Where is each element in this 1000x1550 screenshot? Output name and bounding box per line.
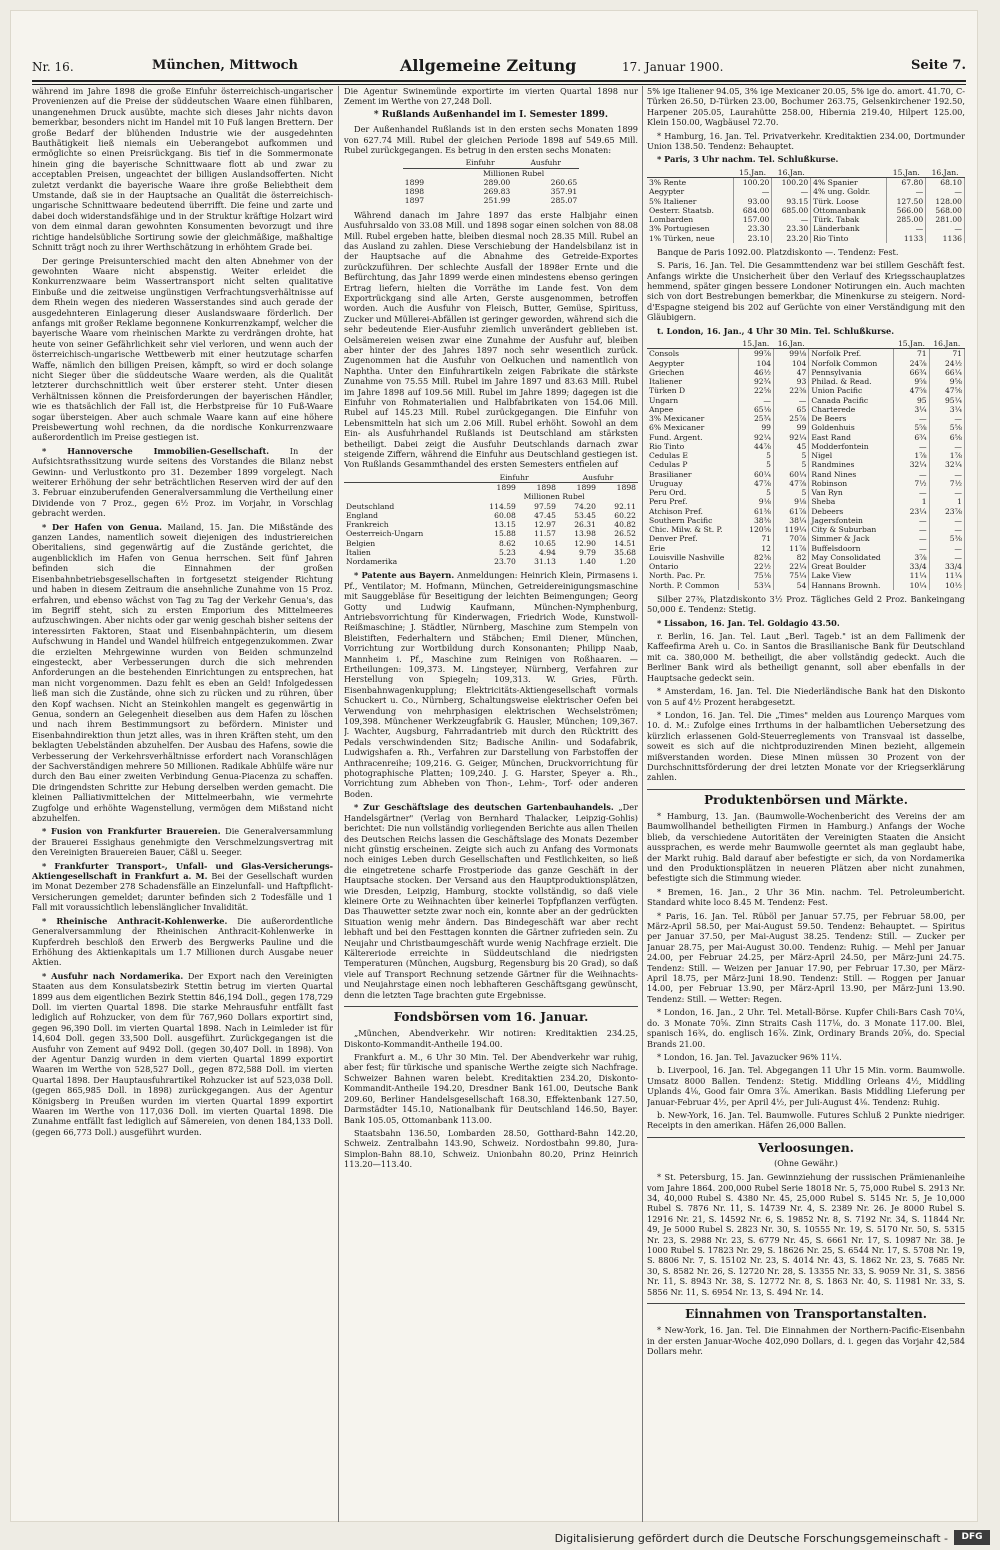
table-header: Ausfuhr <box>512 158 579 168</box>
article-heading: * Rußlands Außenhandel im I. Semester 1899. <box>373 109 609 120</box>
table-row: Frankreich 13.15 12.97 26.31 40.82 <box>346 520 636 530</box>
table-row: Anpee 65⅛ 65 Charterede 3¼ 3¼ <box>647 405 965 414</box>
article-paragraph: 5% ige Italiener 94.05, 3% ige Mexicaner 20.05, 5% ige do. amort. 41.70, C-Türken 26.50, D-Türken 23.00, Bochumer 263.75, Gelsenkirchener 192.50, Harpener 205.05, Laurahütte 258.00, Hibernia 219.40, Hilpert 125.00, Klein 150.00, Wagbäusel 72.70. <box>647 86 965 128</box>
article-paragraph: b. New-York, 16. Jan. Tel. Baumwolle. Futures Schluß 2 Punkte niedriger. Receipts in den amerikan. Häfen 26,000 Ballen. <box>647 1109 965 1131</box>
article-paragraph: * Hamburg, 13. Jan. (Baumwolle-Wochenbericht des Vereins der am Baumwollhandel betheiligten Firmen in Hamburg.) Anfangs der Woche blieb, da verschiedene Autoritäten der Vereinigten Staaten die Ansicht aussprachen, es werde mehr Baumwolle geerntet als man geglaubt habe, der Markt ruhig. Bald darauf aber befestigte er sich, da von Nordamerika und den Produktionsplätzen in neueren Plätzen aber nicht zunahmen, befestigte sich die Stimmung wieder. <box>647 810 965 884</box>
column-divider <box>642 86 643 1522</box>
article-paragraph: „Der Handelsgärtner" (Verlag von Bernhard Thalacker, Leipzig-Gohlis) berichtet: Die nun vollständig vorliegenden Berichte aus allen Theilen des Deutschen Reichs lassen die Geschäftslage des Monats Dezember nicht günstig erscheinen. Zeigte sich auch zu Anfang des Vormonats noch einiges Leben durch Gesellschaften und Festlichkeiten, so ließ die eingetretene scharfe Frostperiode das ganze Geschäft in der Hauptsache stocken. Der Versand aus den Hauptproduktionsplätzen, wie Dresden, Leipzig, Hamburg, stockte vollständig, so daß viele kleinere Orte zu Weihnachten über keinerlei Topfpflanzen verfügten. Das Thauwetter setzte zwar noch ein, konnte aber an der gedrückten Situation wenig mehr ändern. Das Bindegeschäft war aber recht lebhaft und bei den Festtagen konnten die Gärtner zufrieden sein. Zu Neujahr und Christbaumgeschäft wurde wenig Nachfrage erzielt. Die Kältereriode erreichte in Süddeutschland die niedrigsten Temperaturen (München, Augsburg, Regensburg bis 20 Grad), so daß viele auf Transport Rechnung setzende Gärtner für die Weihnachts- und Neujahrstage einen noch lebhafteren Geschäftsgang gewünscht, denn die letzten Tage brachten gute Ergebnisse. <box>344 802 638 1000</box>
article-paragraph: * London, 16. Jan., 2 Uhr. Tel. Metall-Börse. Kupfer Chili-Bars Cash 70¼, do. 3 Monate 70⅝. Zinn Straits Cash 117⅛, do. 3 Monate 117.00. Blei, spanisch 16¾, do. englisch 16⅞. Zink, Ordinary Brands 20⅝, do. Special Brands 21.00. <box>647 1007 965 1049</box>
table-row: Aegypter 104 104 Norfolk Common 24⅞ 24½ <box>647 359 965 368</box>
table-row: 3% Mexicaner 25¾ 25⅞ De Beers — — <box>647 414 965 423</box>
table-row: 3% Portugiesen 23.30 23.30 Länderbank — — <box>647 224 965 233</box>
place-day: München, Mittwoch <box>152 58 299 73</box>
table-row: 1% Türken, neue 23.10 23.20 Rio Tinto 1133 1136 <box>647 234 965 243</box>
masthead-rule <box>32 80 966 85</box>
table-row: Southern Pacific 38⅜ 38¼ Jagersfontein — — <box>647 516 965 525</box>
article-paragraph: * New-York, 16. Jan. Tel. Die Einnahmen der Northern-Pacific-Eisenbahn in der ersten Januar-Woche 402,090 Dollars, d. i. gegen das Vorjahr 42,584 Dollars mehr. <box>647 1325 965 1357</box>
table-row: England 60.08 47.45 53.45 60.22 <box>346 510 636 520</box>
article-heading: * Hannoversche Immobilien-Gesellschaft. <box>42 445 270 456</box>
russia-trade-table <box>403 158 579 205</box>
table-row: Deutschland 114.59 97.59 74.20 92.11 <box>346 501 636 511</box>
table-row: Nordamerika 23.70 31.13 1.40 1.20 <box>346 557 636 567</box>
table-row: Belgien 8.62 10.65 12.90 14.51 <box>346 538 636 548</box>
footer-credit: Digitalisierung gefördert durch die Deutsche Forschungsgemeinschaft - <box>554 1532 948 1545</box>
article-paragraph: b. Liverpool, 16. Jan. Tel. Abgegangen 11 Uhr 15 Min. vorm. Baumwolle. Umsatz 8000 Ballen. Tendenz: Stetig. Middling Orleans 4½, Middling Uplands 4⅛, Good fair Omra 3⅞. Amerikan. Basis Middling Lieferung per Januar-Februar 4½, per April 4½, per Juli-August 4⅛. Tendenz: Ruhig. <box>647 1065 965 1107</box>
article-paragraph: In der Aufsichtsrathssitzung wurde seitens des Vorstandes die Bilanz nebst Gewinn- und Verlustkonto pro 31. Dezember 1899 vorgelegt. Nach weiterer Erhöhung der sehr beträchtlichen Reserven wird der auf den 3. Februar einzuberufenden Generalversammlung die Vertheilung einer Dividende von 7 Proz., gegen 6½ Proz. im Vorjahr, in Vorschlag gebracht werden. <box>32 445 333 519</box>
table-row: 3% Rente 100.20 100.20 4% Spanier 67.80 68.10 <box>647 178 965 188</box>
article-heading: * Paris, 3 Uhr nachm. Tel. Schlußkurse. <box>657 154 839 165</box>
table-row: Aegypter — — 4% ung. Goldr. — — <box>647 187 965 196</box>
table-header: Einfuhr <box>448 158 512 168</box>
table-row: 1897 251.99 285.07 <box>404 196 578 206</box>
page-number: Seite 7. <box>911 58 966 73</box>
article-heading: * Fusion von Frankfurter Brauereien. <box>42 826 221 837</box>
table-row: Uruguay 47⅞ 47⅞ Robinson 7½ 7½ <box>647 479 965 488</box>
table-row: Italien 5.23 4.94 9.79 35.68 <box>346 547 636 557</box>
column-2 <box>344 86 638 1173</box>
article-paragraph: * Paris, 16. Jan. Tel. Rüböl per Januar 57.75, per Februar 58.00, per März-April 58.50, per Mai-August 59.50. Tendenz: Behauptet. — Spiritus per Januar 37.50, per Mai-August 38.25. Tendenz: Still. — Zucker per Januar 28.75, per Mai-August 30.00. Tendenz: Ruhig. — Mehl per Januar 24.00, per Februar 24.25, per März-April 24.50, per März-Juni 24.75. Tendenz: Still. — Weizen per Januar 17.90, per Februar 17.30, per März-April 18.75, per März-Juni 18.90. Tendenz: Still. — Roggen per Januar 14.00, per Februar 13.90, per März-April 13.90, per März-Juni 13.90. Tendenz: Still. — Wetter: Regen. <box>647 910 965 1004</box>
table-row: 1899 289.00 260.65 <box>404 177 578 187</box>
table-row: Chic. Milw. & St. P. 120⅝ 119¼ City & Suburban — — <box>647 525 965 534</box>
article-heading: * Lissabon, 16. Jan. Tel. Goldagio 43.50. <box>657 617 840 628</box>
article-paragraph: Der Außenhandel Rußlands ist in den ersten sechs Monaten 1899 von 627.74 Mill. Rubel der gleichen Periode 1898 auf 549.65 Mill. Rubel zurückgegangen. Es betrug in den ersten sechs Monaten: <box>344 124 638 156</box>
article-paragraph: r. Berlin, 16. Jan. Tel. Laut „Berl. Tageb." ist an dem Fallimenk der Kaffeefirma Areh u. Co. in Santos die Brasilianische Bank für Deutschland mit ca. 380,000 M. betheiligt, die aber vollständig gedeckt. Auch die Berliner Bank wird als betheiligt genannt, soll aber ebenfalls in der Hauptsache gedeckt sein. <box>647 631 965 683</box>
article-heading: t. London, 16. Jan., 4 Uhr 30 Min. Tel. Schlußkurse. <box>657 325 895 336</box>
article-paragraph: Mailand, 15. Jan. Die Mißstände des ganzen Landes, namentlich soweit diejenigen des industriereichen Oberitaliens, sind gegenwärtig auf die Zustände gerichtet, die augenblicklich im Hafen von Genua herrschen. Seit fünf Jahren befinden sich die Einnahmen der großen Eisenbahnbetriebsgesellschaften in fortgesetzt steigender Richtung und haben in diesem Zeitraum die ansehnliche Zunahme von 15 Proz. erfahren, und ebenso wächst von Tag zu Tag der Verkehr Genua's, das im Begriff steht, sich zu ersten Emporium des Mittelmeeres aufzuschwingen. Aber nichts oder gar wenig geschah bisher seitens der interessirten Faktoren, Staat und Eisenbahnpächterin, um diesem Aufschwung in Handel und Wandel hülfreich entgegenzukommen. Zwar die erzielten Mehrgewinne wurden von Beiden schmunzelnd eingesteckt, aber Verbesserungen durch die sich mehrenden Anforderungen an die bestehenden Einrichtungen zu entsprechen, hat man nicht vorgenommen. Dazu fehlt es eben an Geld! Infolgedessen ließ man sich die Zustände, ohne sich zu rücken und zu rühren, über den Kopf wachsen. Nicht an Steinkohlen mangelt es gegenwärtig in Genua, sondern an Gelegenheit dieselben aus dem Hafen zu löschen und nach ihrem Bestimmungsort zu befördern. Minister und Eisenbahndirektion thun jetzt alles, was in ihren Kräften steht, um den beklagten Uebelständen abzuhelfen. Der Ausbau des Hafens, sowie die Verbesserung der Verkehrsverhältnisse erfordert nach Voranschlägen der Sachverständigen mehrere 50 Millionen. Radikale Abhülfe wäre nur durch den Bau einer zweiten Verbindung Genua-Piacenza zu schaffen. Die dringendsten Schritte zur Hebung derselben werden gemacht. Die kleinen Palliativmittelchen der Mittelmeerbahn, wie vermehrte Zugfolge und erhöhte Wagenstellung, vermögen dem Mißstand nicht abzuhelfen. <box>32 521 333 824</box>
section-heading-fondsboersen: Fondsbörsen vom 16. Januar. <box>344 1006 638 1025</box>
article-heading: * Zur Geschäftslage des deutschen Gartenbauhandels. <box>354 802 614 813</box>
column-divider <box>338 86 339 1522</box>
article-paragraph: * Amsterdam, 16. Jan. Tel. Die Niederländische Bank hat den Diskonto von 5 auf 4½ Prozent herabgesetzt. <box>647 686 965 707</box>
table-row: 6% Mexicaner 99 99 Goldenhuis 5⅝ 5⅝ <box>647 423 965 432</box>
table-row: Oesterr. Staatsb. 684.00 685.00 Ottomanbank 566.00 568.00 <box>647 206 965 215</box>
article-paragraph: Bei der Gesellschaft wurden im Monat Dezember 278 Schadensfälle an Einzelunfall- und Haftpflicht-Versicherungen gemeldet; darunter befinden sich 2 Todesfälle und 1 Fall mit voraussichtlich lebenslänglicher Invalidität. <box>32 871 333 913</box>
table-row: Peru Pref. 9⅛ 9⅛ Sheba 1 1 <box>647 497 965 506</box>
table-row: Consols 99⅞ 99⅛ Norfolk Pref. 71 71 <box>647 349 965 359</box>
table-row: Oesterreich-Ungarn 15.88 11.57 13.98 26.52 <box>346 529 636 539</box>
issue-number: Nr. 16. <box>32 60 74 74</box>
masthead <box>32 56 966 78</box>
article-paragraph: Frankfurt a. M., 6 Uhr 30 Min. Tel. Der Abendverkehr war ruhig, aber fest; für türkische und spanische Werthe zeigte sich Nachfrage. Schweizer Bahnen waren belebt. Kreditaktien 234.20, Diskonto-Kommandit-Antheile 194.20, Dresdner Bank 161.00, Deutsche Bank 209.60, Berliner Handelsgesellschaft 168.30, Effektenbank 127.50, Darmstädter 145.10, Nationalbank für Deutschland 146.50, Bayer. Bank 105.05, Ottomanbank 113.00. <box>344 1052 638 1125</box>
article-paragraph: während im Jahre 1898 die große Einfuhr österreichisch-ungarischer Provenienzen auf die Preise der süddeutschen Waare einen fühlbaren, unangenehmen Druck ausübte, machte sich dieses Jahr nichts davon bemerkbar, besonders nicht im Handel mit 10 Fuß langen Brettern. Der große Bedarf der blühenden Industrie wie der ausgedehnten Bauthätigkeit ließ niemals ein Ueberangebot aufkommen und ermöglichte so einen Preisrückgang. Bis tief in die Sommermonate hinein ging die bayerische Schnittwaare flott ab und zwar zu acceptablen Preisen, ungeachtet der billigen Auslandsofferten. Nicht zuletzt verdankt die bayerische Waare ihre große Beliebtheit dem Umstande, daß sie in der Hauptsache an Qualität die österreichisch-ungarische Schnittwaare bedeutend überrifft. Die feine und zarte und dabei doch widerstandsfähige und in der Struktur kräftige Holzart wird von dem einmal daran gewohnten Konsumenten bevorzugt und ihre richtige handelsübliche Sortirung sowie der gleichmäßige, maßhaltige Schnitt trägt noch zu ihrer Werthschätzung in erhöhtem Grade bei. <box>32 86 333 253</box>
article-paragraph: * St. Petersburg, 15. Jan. Gewinnziehung der russischen Prämienanleihe vom Jahre 1864. 200,000 Rubel Serie 18018 Nr. 5, 75,000 Rubel S. 2913 Nr. 34, 40,000 Rubel S. 4380 Nr. 45, 25,000 Rubel S. 5145 Nr. 5, Je 10,000 Rubel S. 7876 Nr. 11, S. 14739 Nr. 4, S. 2389 Nr. 26. Je 8000 Rubel S. 12916 Nr. 21, S. 14592 Nr. 6, S. 19852 Nr. 8, S. 7192 Nr. 34, S. 11844 Nr. 49, Je 5000 Rubel S. 2823 Nr. 30, S. 10555 Nr. 19, S. 5170 Nr. 50, S. 5315 Nr. 23, S. 2988 Nr. 23, S. 6779 Nr. 45, S. 6661 Nr. 17, S. 10987 Nr. 38. Je 1000 Rubel S. 17823 Nr. 29, S. 18626 Nr. 25, S. 6544 Nr. 17, S. 5708 Nr. 19, S. 8806 Nr. 7, S. 15102 Nr. 23, S. 4014 Nr. 43, S. 1862 Nr. 23, S. 7685 Nr. 30, S. 8582 Nr. 26, S. 12720 Nr. 28, S. 13355 Nr. 33, S. 9059 Nr. 31, S. 3856 Nr. 11, S. 8943 Nr. 38, S. 12772 Nr. 8, S. 1863 Nr. 40, S. 11981 Nr. 33, S. 5856 Nr. 11, S. 6954 Nr. 13, S. 494 Nr. 14. <box>647 1172 965 1297</box>
table-row: 1898 269.83 357.91 <box>404 187 578 197</box>
table-row: Türken D 22⅝ 22⅜ Union Pacific 47⅝ 47⅝ <box>647 386 965 395</box>
table-header <box>403 158 448 168</box>
table-row: Atchison Pref. 61⅜ 61⅞ Debeers 23¼ 23⅞ <box>647 507 965 516</box>
section-heading-produktenboersen: Produktenbörsen und Märkte. <box>647 789 965 808</box>
article-paragraph: Der Export nach den Vereinigten Staaten aus dem Konsulatsbezirk Stettin betrug im vierten Quartal 1899 aus dem eigentlichen Bezirk Stettin 846,194 Doll., gegen 178,729 Doll. im vierten Quartal 1898. Die starke Mehrausfuhr entfällt fast lediglich auf Rohzucker, von dem für 767,960 Dollars exportirt sind, gegen 96,390 Doll. im vierten Quartal 1898. Nach in Leimleder ist für 14,604 Doll. gegen 33,500 Doll. ausgeführt. Zurückgegangen ist die Ausfuhr von Zement auf 9492 Doll. (gegen 30,407 Doll. in 1898). Von der Agentur Danzig wurden in dem vierten Quartal 1899 exportirt Waaren im Werthe von 528,527 Doll., gegen 872,588 Doll. im vierten Quartal 1898. Der Hauptausfuhrartikel Rohzucker ist auf 523,038 Doll. (gegen 865,985 Doll. in 1898) zurückgegangen. Aus der Agentur Königsberg in Preußen wurden im vierten Quartal 1899 exportirt Waaren im Werthe von 117,036 Doll. im vierten Quartal 1898. Die Zunahme entfällt fast lediglich auf Sämereien, von denen 184,133 Doll. (gegen 66,773 Doll.) ausgeführt wurden. <box>32 970 333 1137</box>
newspaper-page <box>10 10 978 1522</box>
table-row: Peru Ord. 5 5 Van Ryn — — <box>647 488 965 497</box>
table-row: 5% Italiener 93.00 93.15 Türk. Loose 127.50 128.00 <box>647 197 965 206</box>
paris-quotes-table: 15.Jan. 16.Jan. 15.Jan. 16.Jan. 3% Rente 100.20 100.20 4% Spanier 67.80 68.10 Aegypter — — 4% ung. Goldr. — — 5% Italiener 93.00 93.15 Türk. Loose 127.50 128.00 Oesterr. Staatsb. 684.00 685.00 Ottomanbank 566.00 568.00 Lombarden 157.00 — Türk. Tabak 285.00 281.00 3% Portugiesen 23.30 23.30 Länderbank — — 1% Türken, neue 23.10 23.20 Rio Tinto 1133 1136 <box>647 168 965 243</box>
table-row: North. P. Common 53¼ 54 Hannans Brownh. 10¼ 10½ <box>647 581 965 590</box>
article-paragraph: „München, Abendverkehr. Wir notiren: Kreditaktien 234.25, Diskonto-Kommandit-Antheile 194.00. <box>344 1028 638 1049</box>
table-row: Ontario 22½ 22¼ Great Boulder 33/4 33/4 <box>647 562 965 571</box>
column-1 <box>32 86 333 1140</box>
article-paragraph: Die Generalversammlung der Brauerei Essighaus genehmigte den Verschmelzungsvertrag mit den Vereinigten Brauereien Bauer, Cäßl u. Seeger. <box>32 826 333 858</box>
issue-date: 17. Januar 1900. <box>622 60 724 74</box>
table-row: Denver Pref. 71 70⅞ Simmer & Jack — 5⅜ <box>647 534 965 543</box>
table-row: Cedulas P 5 5 Randmines 32¼ 32¼ <box>647 460 965 469</box>
article-heading: * Patente aus Bayern. <box>354 570 455 581</box>
article-paragraph: Während danach im Jahre 1897 das erste Halbjahr einen Ausfuhrsaldo von 33.08 Mill. und 1898 sogar einen solchen von 88.08 Mill. Rubel ergeben hatte, bleiben diesmal noch 28.35 Mill. Rubel an das Ausland zu zahlen. Diese Verschiebung der Handelsbilanz ist in der Hauptsache auf die Abnahme des Getreide-Exportes zurückzuführen. Der schlechte Ausfall der 1898er Ernte und die Befürchtung, das Jahr 1899 werde einen mindestens ebenso geringen Ertrag liefern, hielten die Vorräthe im Lande fest. Von dem Exportrückgang sind alle Arten, Gerste ausgenommen, betroffen worden. Auch die Ausfuhr von Fleisch, Butter, Gemüse, Spirituss, Zucker und Müllerei-Abfällen ist geringer geworden, während sich die sehr bedeutende Eier-Ausfuhr ziemlich unverändert geblieben ist. Oelsämereien weisen zwar eine Zunahme der Ausfuhr auf, bleiben aber hinter der des Jahres 1897 noch sehr wesentlich zurück. Zugenommen hat die Ausfuhr von Oelkuchen und namentlich von Naphtha. Unter den Einfuhrartikeln zeigen Fabrikate die stärkste Zunahme von 75.55 Mill. Rubel im Jahre 1897 und 83.63 Mill. Rubel im Jahre 1898 auf 109.56 Mill. Rubel im Jahre 1899; dagegen ist die Einfuhr von Rohmaterialien und Halbfabrikaten von 154.06 Mill. Rubel auf 145.23 Mill. Rubel zurückgegangen. Die Einfuhr von Lebensmitteln hat sich um 2.06 Mill. Rubel erhöht. Sowohl an dem Ein- als Ausfuhrhandel Rußlands ist Deutschland am stärksten betheiligt. Dabei zeigt die Ausfuhr Deutschlands darnach zwar steigende Ziffern, während die Einfuhr aus Deutschland gestiegen ist. Von Rußlands Gesammthandel des ersten Semesters entfielen auf <box>344 209 638 470</box>
table-row: Lombarden 157.00 — Türk. Tabak 285.00 281.00 <box>647 215 965 224</box>
dfg-logo: DFG <box>954 1530 990 1545</box>
russia-countries-table: Einfuhr Ausfuhr 1899 1898 1899 1898 Millionen Rubel Deutschland 114.59 97.59 74.20 92.11 England 60.08 47.45 53.45 60.22 Frankreich 13.15 12.97 26.31 40.82 Oesterreich-Ungarn 15.88 11.57 13.98 26.52 Belgien 8.62 10.65 12.90 14.51 Italien 5.23 4.94 9.79 35.68 Nordamerika 23.70 31.13 1.40 1.20 <box>346 472 636 567</box>
article-paragraph: Die außerordentliche Generalversammlung der Rheinischen Anthracit-Kohlenwerke in Kupferdreh beschloß den Erwerb des Bergwerks Pauline und die Erhöhung des Aktienkapitals um 1.7 Millionen durch Ausgabe neuer Aktien. <box>32 915 333 968</box>
article-paragraph: Der geringe Preisunterschied macht den alten Abnehmer von der gewohnten Waare nicht abspenstig. Weiter erleidet die Konkurrenzwaare beim Wassertransport nicht selten qualitative Einbuße und die zeitweise ungünstigen Verfrachtungsverhältnisse auf dem Rhein wegen des niederen Wasserstandes sind auch gerade der ausgedehnteren Einlagerung dieser Auslandswaare förderlich. Der anfangs mit großer Reklame begonnene Konkurrenzkampf, welcher die bayerische Waare vom rheinischen Markte zu verdrängen drohte, hat heute von seiner Gefährlichkeit sehr viel verloren, und wenn auch der österreichisch-ungarische Wettbewerb mit einer heutzutage scharfen Waffe, nämlich den billigen Preisen, kämpft, so wird er doch solange nicht Sieger über die süddeutsche Waare werden, als die Qualität letzterer durchschnittlich weit über ersterer steht. Unter diesen Verhältnissen können die Preisforderungen der bayerischen Händler, wie es thatsächlich der Fall ist, die Herbstpreise für 10 Fuß-Waare sogar übersteigen. Aber auch schmale Waare kann auf eine höhere Preisbewertung wohl rechnen, da die nordische Konkurrenzwaare außerordentlich im Preise gestiegen ist. <box>32 255 333 443</box>
section-subheading: (Ohne Gewähr.) <box>774 1159 838 1168</box>
table-row: Brasilianer 60¼ 60¼ Rand Nines — — <box>647 470 965 479</box>
article-paragraph: * Bremen, 16. Jan., 2 Uhr 36 Min. nachm. Tel. Petroleumbericht. Standard white loco 8.45 M. Tendenz: Fest. <box>647 886 965 908</box>
article-heading: * Rheinische Anthracit-Kohlenwerke. <box>42 915 228 926</box>
article-heading: * Ausfuhr nach Nordamerika. <box>42 970 184 981</box>
article-paragraph: Banque de Paris 1092.00. Platzdiskonto —. Tendenz: Fest. <box>657 246 899 257</box>
table-row: Fund. Argent. 92¼ 92¼ East Rand 6¾ 6⅝ <box>647 433 965 442</box>
table-row: Ungarn — — Canada Pacific 95 95¼ <box>647 396 965 405</box>
table-row: Griechen 46½ 47 Pennsylvania 66¾ 66¼ <box>647 368 965 377</box>
article-paragraph: S. Paris, 16. Jan. Tel. Die Gesammttendenz war bei stillem Geschäft fest. Anfangs wirkte die Unsicherheit über den Verlauf des Kriegsschauplatzes hemmend, später gingen bessere Londoner Notirungen ein. Auch machten sich von dort Bestrebungen bemerkbar, die Minenkurse zu steigern. Nord-d'Espagne steigend bis 202 auf Gerüchte von einer Verständigung mit den Gläubigern. <box>647 260 965 323</box>
section-heading-einnahmen: Einnahmen von Transportanstalten. <box>647 1303 965 1322</box>
table-row: Louisville Nashville 82⅜ 82 May Consolidated 3⅞ — <box>647 553 965 562</box>
column-3 <box>647 86 965 1359</box>
article-paragraph: Anmeldungen: Heinrich Klein, Pirmasens i. Pf., Ventilator; M. Hofmann, München, Getreidereinigungsmaschine mit Sauggebläse für Beseitigung der leichten Beimengungen; Georg Gotty und Ludwig Kaufmann, München-Nymphenburg, Antriebsvorrichtung für Kinderwagen, Friedrich Wode, Kunstwoll-Reißmaschine; J. Städtler, Nürnberg, Maschine zum Stempeln von Bleistiften, Federhaltern und Stäbchen; Emil Diener, München, Vorrichtung zur Wortbildung durch Konsonanten; Philipp Naab, Mannheim i. Pf., Maschine zum Reinigen von Roßhaaren. — Ertheilungen: 109,373. M. Lingsteyer, Nürnberg, Verfahren zur Herstellung von Spiegeln; 109,313. W. Gries, Fürth. Eisenbahnwagenkupplung; Elektricitäts-Aktiengesellschaft vormals Schuckert u. Co., Nürnberg, Schaltungsweise elektrischer Oefen bei Verwendung von mehrphasigen elektrischen Wechselströmen; 109,398. Münchener Werkzeugfabrik G. Hausler, München; 109,367. J. Wachter, Augsburg, Fahrradantrieb mit durch den Rücktritt des Pedals verschwindenden Sitz; Badische Anilin- und Sodafabrik, Ludwigshafen a. Rh., Verfahren zur Darstellung von Farbstoffen der Anthracenreihe; 109,216. G. Geiger, München, Druckvorrichtung für photographische Platten; 109,240. J. G. Harster, Speyer a. Rh., Vorrichtung zum Abheben von Thon-, Lehm-, Torf- oder anderen Boden. <box>344 570 638 799</box>
article-heading: * Frankfurter Transport-, Unfall- und Glas-Versicherungs-Aktiengesellschaft in Frankfurt a. M. <box>32 860 333 882</box>
table-row: Italiener 92¾ 93 Philad. & Read. 9⅝ 9⅝ <box>647 377 965 386</box>
article-paragraph: Staatsbahn 136.50, Lombarden 28.50, Gotthard-Bahn 142.20, Schweiz. Zentralbahn 143.90, Schweiz. Nordostbahn 99.80, Jura-Simplon-Bahn 88.10, Schweiz. Unionbahn 80.20, Prinz Heinrich 113.20—113.40. <box>344 1127 638 1170</box>
table-row: Cedulas E 5 5 Nigel 1⅞ 1⅞ <box>647 451 965 460</box>
section-heading-verloosungen: Verloosungen. <box>647 1137 965 1156</box>
article-paragraph: Die Agentur Swinemünde exportirte im vierten Quartal 1898 nur Zement im Werthe von 27,248 Doll. <box>344 86 638 107</box>
london-quotes-table: 15.Jan. 16.Jan. 15.Jan. 16.Jan. Consols 99⅞ 99⅛ Norfolk Pref. 71 71 Aegypter 104 104 Norfolk Common 24⅞ 24½ Griechen 46½ 47 Pennsylvania 66¾ 66¼ Italiener 92¾ 93 Philad. & Read. 9⅝ 9⅝ Türken D 22⅝ 22⅜ Union Pacific 47⅝ 47⅝ Ungarn — — Canada Pacific 95 95¼ Anpee 65⅛ 65 Charterede 3¼ 3¼ 3% Mexicaner 25¾ 25⅞ De Beers — — 6% Mexicaner 99 99 Goldenhuis 5⅝ 5⅝ Fund. Argent. 92¼ 92¼ East Rand 6¾ 6⅝ Rio Tinto 44⅞ 45 Modderfontein — — Cedulas E 5 5 Nigel 1⅞ 1⅞ Cedulas P 5 5 Randmines 32¼ 32¼ Brasilianer 60¼ 60¼ Rand Nines — — Uruguay 47⅞ 47⅞ Robinson 7½ 7½ Peru Ord. 5 5 Van Ryn — — Peru Pref. 9⅛ 9⅛ Sheba 1 1 Atchison Pref. 61⅜ 61⅞ Debeers 23¼ 23⅞ Southern Pacific 38⅜ 38¼ Jagersfontein — — Chic. Milw. & St. P. 120⅝ 119¼ City & Suburban — — Denver Pref. 71 70⅞ Simmer & Jack — 5⅜ Erie 12 11⅞ Buffelsdoorn — — Louisville Nashville 82⅜ 82 May Consolidated 3⅞ — Ontario 22½ 22¼ Great Boulder 33/4 33/4 North. Pac. Pr. 75⅛ 75¼ Lake View 11¼ 11¼ North. P. Common 53¼ 54 Hannans Brownh. 10¼ 10½ <box>647 339 965 590</box>
table-unit: Millionen Rubel <box>483 168 545 178</box>
table-row: North. Pac. Pr. 75⅛ 75¼ Lake View 11¼ 11¼ <box>647 571 965 580</box>
article-heading: * Der Hafen von Genua. <box>42 521 162 532</box>
newspaper-title: Allgemeine Zeitung <box>400 56 577 75</box>
article-paragraph: * London, 16. Jan. Tel. Die „Times" melden aus Lourenço Marques vom 10. d. M.: Zufolge eines Irrthums in der halbamtlichen Uebersetzung des kürzlich erlassenen Gold-Steuerreglements von Transvaal ist dasselbe, soweit es sich auf die nichtproduzirenden Minen bezieht, allgemein mißverstanden worden. Diese Minen müssen 30 Prozent von der Durchschnittsförderung der drei letzten Monate vor der Kriegserklärung zahlen. <box>647 709 965 783</box>
table-row: Erie 12 11⅞ Buffelsdoorn — — <box>647 544 965 553</box>
article-paragraph: * London, 16. Jan. Tel. Javazucker 96% 11¼. <box>657 1051 842 1062</box>
article-paragraph: * Hamburg, 16. Jan. Tel. Privatverkehr. Kreditaktien 234.00, Dortmunder Union 138.50. Tendenz: Behauptet. <box>647 130 965 152</box>
article-paragraph: Silber 27⅜, Platzdiskonto 3½ Proz. Tägliches Geld 2 Proz. Bankeingang 50,000 £. Tendenz: Stetig. <box>647 593 965 615</box>
table-row: Rio Tinto 44⅞ 45 Modderfontein — — <box>647 442 965 451</box>
digitization-footer <box>0 1526 1000 1550</box>
